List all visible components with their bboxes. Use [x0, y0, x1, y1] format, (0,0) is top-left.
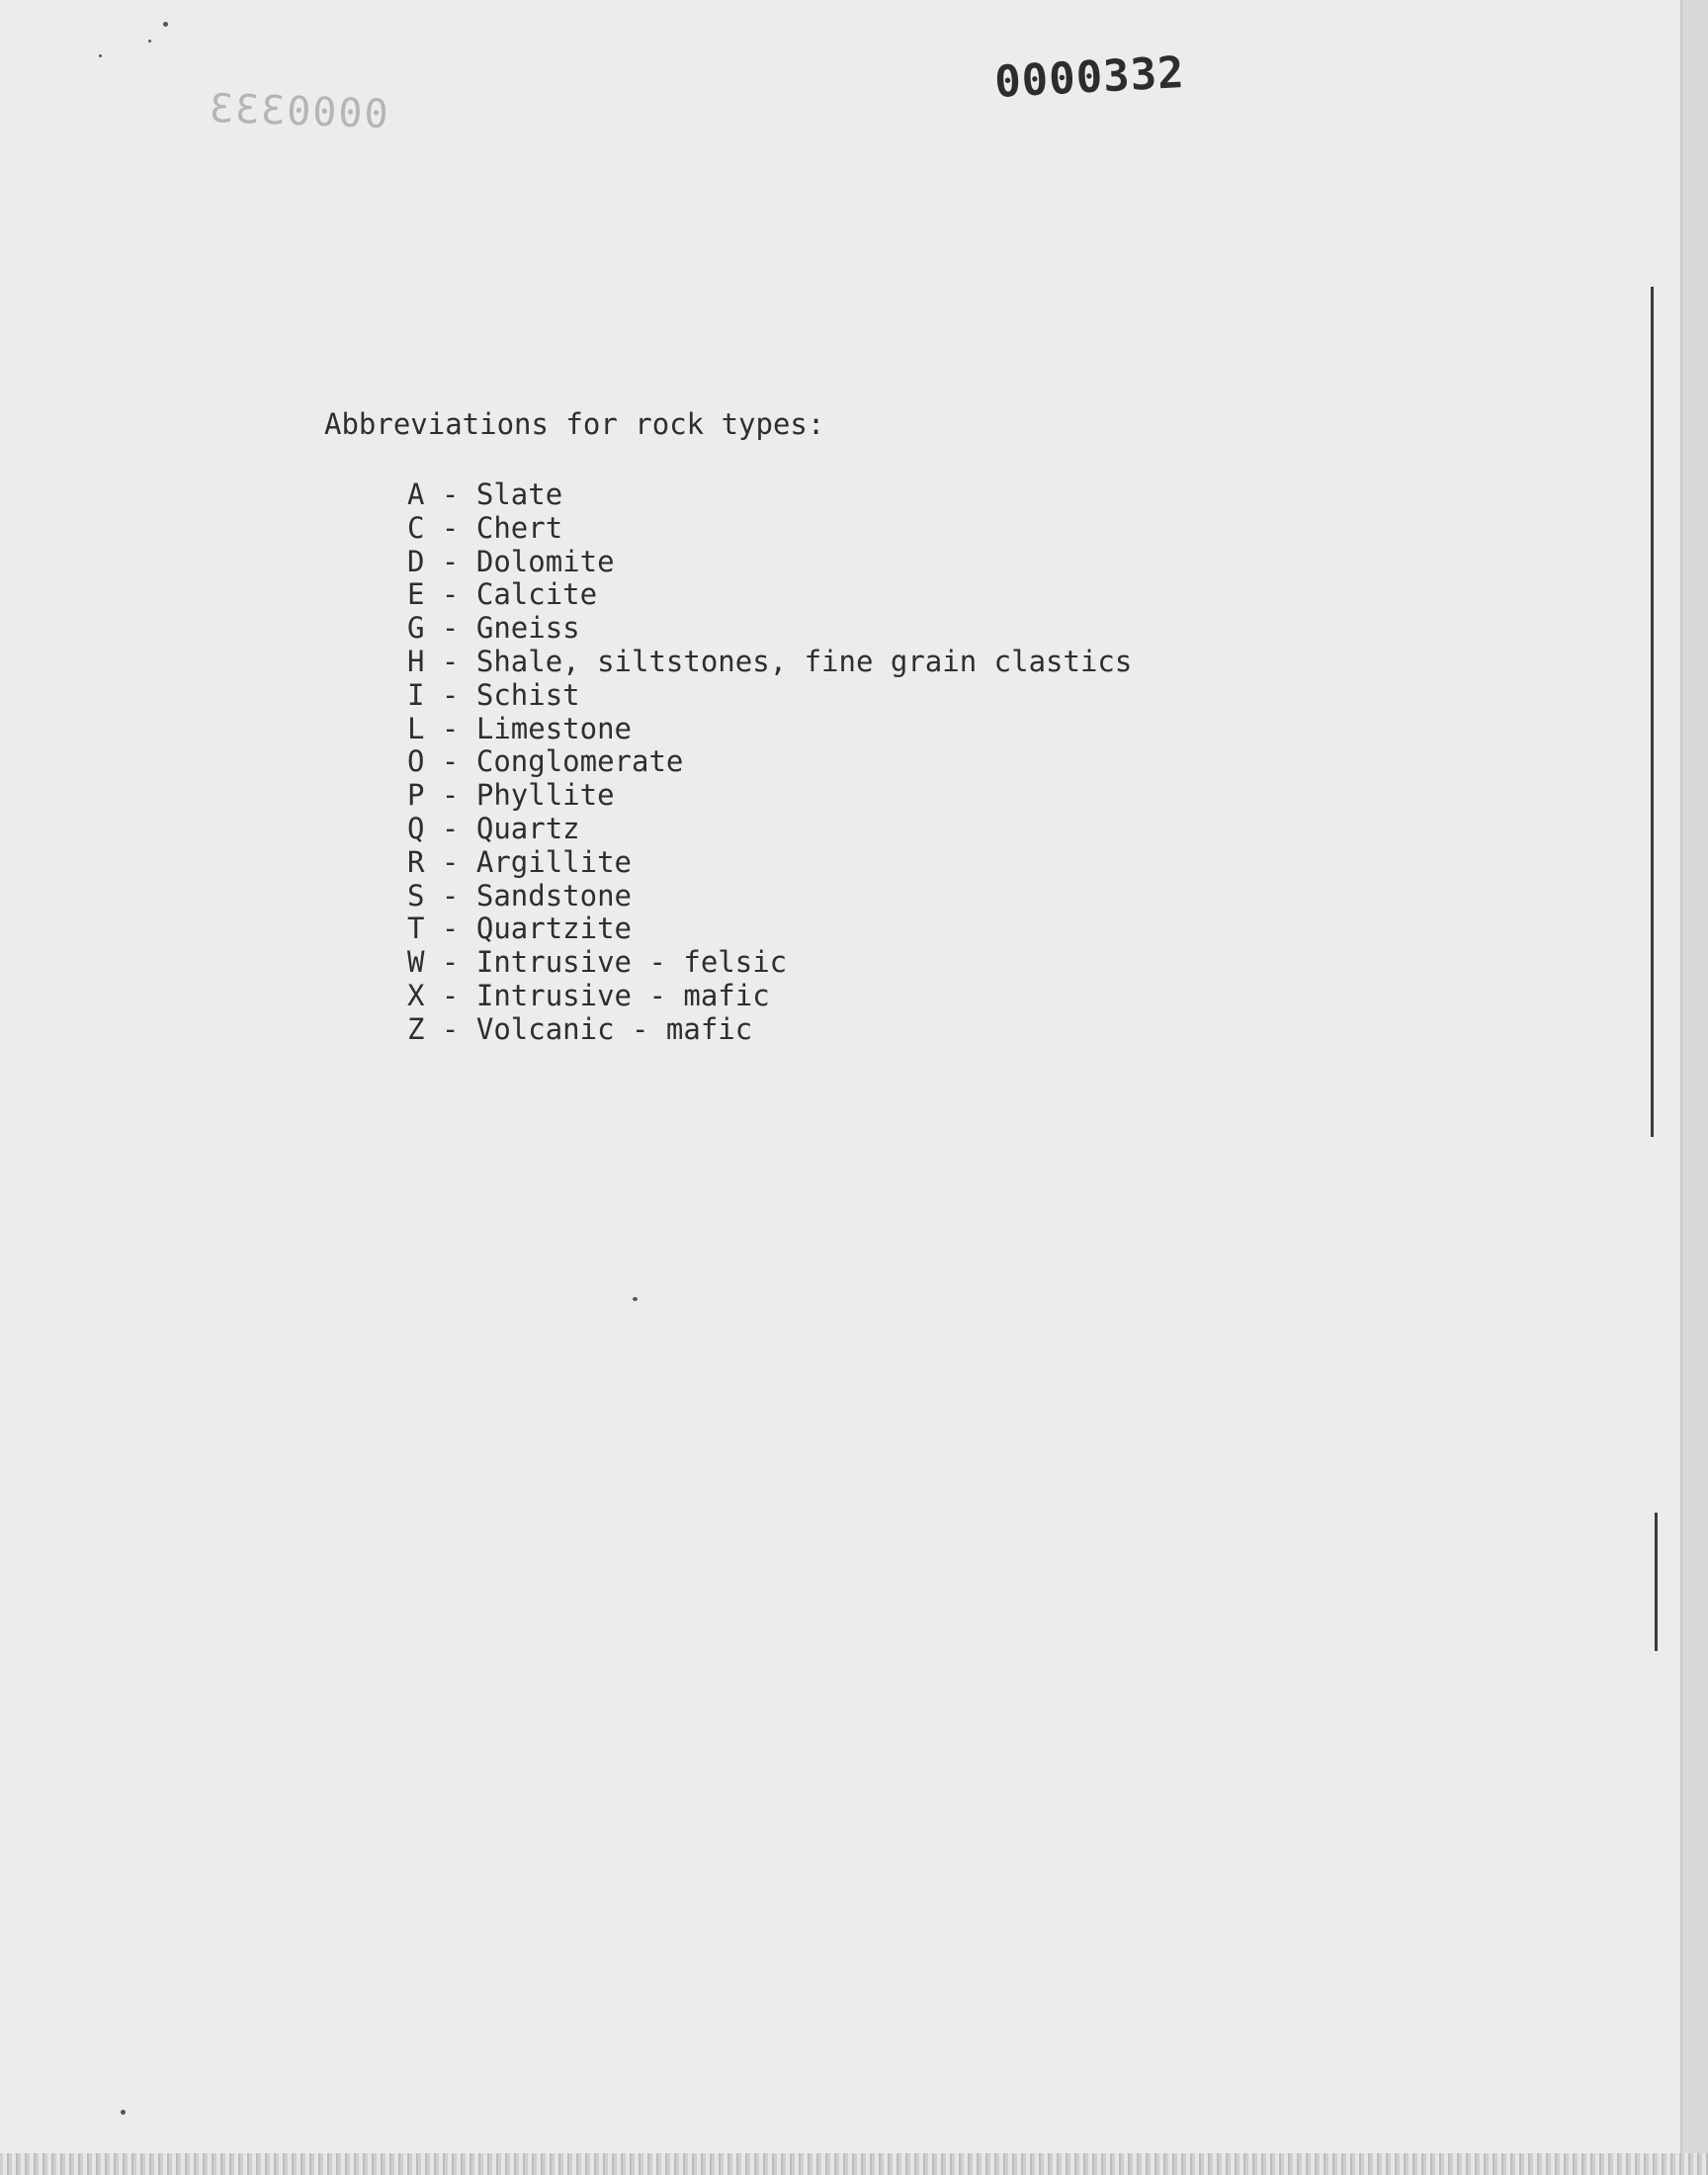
rock-code: Q	[407, 811, 425, 845]
rock-code: I	[407, 677, 425, 712]
rock-code: O	[407, 744, 425, 779]
rock-name: Calcite	[475, 577, 598, 612]
rock-code: P	[407, 778, 425, 813]
rock-code: X	[407, 978, 425, 1012]
rock-type-item: X - Intrusive - mafic	[407, 978, 770, 1012]
bleed-through-page-number: 0000333	[207, 85, 389, 138]
rock-name: Conglomerate	[475, 744, 684, 779]
rock-name: Sandstone	[475, 878, 632, 913]
rock-name: Quartz	[475, 811, 580, 845]
scan-speck	[148, 40, 151, 43]
rock-code: E	[407, 577, 425, 612]
rock-type-item: G - Gneiss	[407, 611, 580, 646]
scan-speck	[633, 1297, 638, 1301]
rock-name: Shale, siltstones, fine grain clastics	[475, 644, 1133, 678]
rock-name: Slate	[475, 478, 563, 511]
rock-name: Volcanic - mafic	[475, 1011, 753, 1046]
scan-speck	[121, 2110, 126, 2115]
rock-type-item: E - Calcite	[407, 577, 598, 612]
rock-code: W	[407, 945, 425, 980]
page-number-stamp: 0000332	[993, 46, 1186, 108]
rock-code: R	[407, 844, 425, 879]
rock-name: Chert	[475, 510, 563, 545]
rock-code: T	[407, 912, 425, 946]
rock-code: S	[407, 878, 425, 913]
rock-code: C	[407, 510, 425, 545]
rock-name: Dolomite	[475, 544, 615, 578]
rock-type-item: Q - Quartz	[407, 811, 580, 845]
rock-name: Quartzite	[475, 912, 632, 946]
rock-type-item: H - Shale, siltstones, fine grain clastics	[407, 644, 1133, 678]
rock-type-item: D - Dolomite	[407, 544, 615, 578]
rock-name: Intrusive - mafic	[475, 978, 770, 1012]
heading: Abbreviations for rock types:	[324, 407, 825, 441]
rock-type-item: T - Quartzite	[407, 912, 632, 946]
rock-type-item: L - Limestone	[407, 711, 632, 745]
margin-edge-mark-top	[1651, 287, 1654, 1137]
rock-type-item: P - Phyllite	[407, 778, 615, 813]
rock-code: L	[407, 711, 425, 745]
rock-name: Intrusive - felsic	[475, 945, 788, 980]
scan-speck	[99, 54, 102, 57]
margin-edge-mark-bottom	[1655, 1513, 1658, 1651]
scan-speck	[163, 22, 168, 27]
rock-name: Phyllite	[475, 778, 615, 813]
rock-type-item: O - Conglomerate	[407, 744, 684, 779]
rock-code: H	[407, 644, 425, 678]
rock-type-item: I - Schist	[407, 677, 580, 712]
rock-code: Z	[407, 1011, 425, 1046]
rock-code: G	[407, 611, 425, 646]
rock-name: Limestone	[475, 711, 632, 745]
rock-name: Schist	[475, 677, 580, 712]
rock-code: D	[407, 544, 425, 578]
rock-type-item: S - Sandstone	[407, 878, 632, 913]
rock-type-item: W - Intrusive - felsic	[407, 945, 788, 980]
rock-type-item: R - Argillite	[407, 844, 632, 879]
rock-name: Gneiss	[475, 611, 580, 646]
rock-type-item: C - Chert	[407, 510, 563, 545]
rock-type-item: A - Slate	[407, 478, 563, 511]
scanner-edge-strip	[0, 2153, 1708, 2175]
rock-name: Argillite	[475, 844, 632, 879]
rock-code: A	[407, 478, 425, 511]
rock-type-list	[407, 478, 1132, 1047]
rock-type-item: Z - Volcanic - mafic	[407, 1011, 753, 1046]
